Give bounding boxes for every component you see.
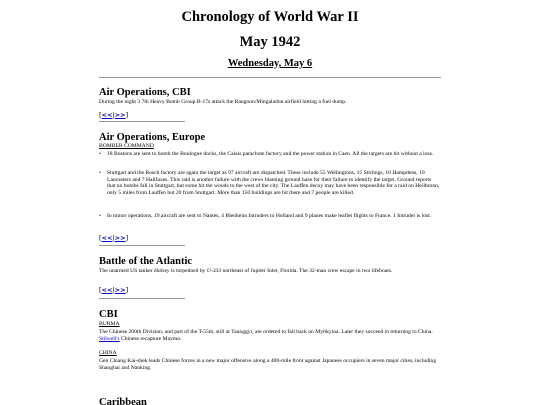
prev-link[interactable]: <<: [101, 286, 113, 294]
nav-separator: |: [112, 286, 115, 294]
bullet: •: [99, 151, 101, 157]
nav-close-bracket: ]: [125, 234, 129, 242]
next-link[interactable]: >>: [114, 234, 126, 242]
ship-name: Halsey: [154, 268, 170, 274]
stilwell-link[interactable]: Stilwell's: [99, 335, 120, 342]
divider: [99, 77, 441, 78]
nav-open-bracket: [: [99, 111, 102, 119]
divider: [99, 121, 185, 122]
bullet: •: [99, 170, 101, 176]
next-link[interactable]: >>: [114, 111, 126, 119]
list-item: [99, 170, 441, 196]
list-item-text: Stuttgart and the Bosch factory are again the target as 97 aircraft are dispatched. These include 55 Wellingtons, 15 Stirlings, 10 Hampdens, 10 Lancasters and 7 Halifaxes. This raid is another failure with the crews blaming ground haze for their failure to identify the target. Ground reports that no bombs fall in Stuttgart, but some hit the woods to the west of the city. The Lauffen decoy may have been responsible for a raid on Heilbronn, only 5 miles from Lauffen but 20 from Stuttgart. More than 150 buildings are hit there and 7 people are killed.: [107, 170, 440, 196]
list-item: [99, 151, 441, 158]
nav-close-bracket: ]: [125, 111, 129, 119]
section-text-atlantic: The unarmed US tanker Halsey is torpedoed by U-333 northeast of Jupiter Inlet, Florida. The 32-man crew escape in two lifeboats.: [99, 268, 393, 274]
list-item-text: In minor operations, 19 aircraft are sent to Nantes, 4 Blenheim Intruders to Holland and 9 planes make leaflet flights to France. 1 Intruder is lost.: [107, 213, 432, 219]
next-link[interactable]: >>: [114, 286, 126, 294]
subhead-china: CHINA: [99, 350, 117, 356]
section-title-atlantic: Battle of the Atlantic: [99, 256, 193, 267]
section-text-burma: The Chinese 200th Division, and part of the T-55th, still at Taunggyi, are ordered to fall back on Myitkyina. Later they succeed in returning to China. Stilwell's Chinese recapture Maymo.: [99, 329, 433, 342]
bullet: •: [99, 213, 101, 219]
subhead-burma: BURMA: [99, 321, 120, 327]
nav-links: [99, 286, 128, 294]
nav-close-bracket: ]: [125, 286, 129, 294]
nav-links: [99, 234, 128, 242]
prev-link[interactable]: <<: [101, 111, 113, 119]
nav-open-bracket: [: [99, 286, 102, 294]
nav-separator: |: [112, 111, 115, 119]
section-title-europe-air: Air Operations, Europe: [99, 132, 206, 143]
divider: [99, 298, 185, 299]
subhead-bomber-command: BOMBER COMMAND: [99, 143, 154, 149]
month-heading: May 1942: [239, 34, 301, 50]
nav-separator: |: [112, 234, 115, 242]
date-heading: Wednesday, May 6: [227, 58, 313, 69]
submarine-name: U-333: [206, 268, 222, 274]
divider: [99, 245, 185, 246]
nav-open-bracket: [: [99, 234, 102, 242]
section-title-caribbean: Caribbean: [99, 397, 147, 405]
list-item-text: 18 Bostons are sent to bomb the Boulogne docks, the Calais parachute factory and the power station in Caen. All the targets are hit without a loss.: [107, 151, 434, 157]
prev-link[interactable]: <<: [101, 234, 113, 242]
list-item: [99, 213, 441, 220]
section-title-cbi: CBI: [99, 309, 118, 320]
section-text-china: Gen Chiang Kai-shek leads Chinese forces in a new major offensive along a 400-mile front against Japanese occupiers in seven major cities, including Shanghai and Nanking.: [99, 358, 437, 371]
section-text-cbi-air: During the night 3 7th Heavy Bomb Group B-17s attack the Rangoon/Mingaladon airfield hitting a fuel dump.: [99, 99, 347, 105]
nav-links: [99, 111, 128, 119]
section-title-cbi-air: Air Operations, CBI: [99, 87, 191, 98]
page-title: Chronology of World War II: [181, 9, 359, 25]
